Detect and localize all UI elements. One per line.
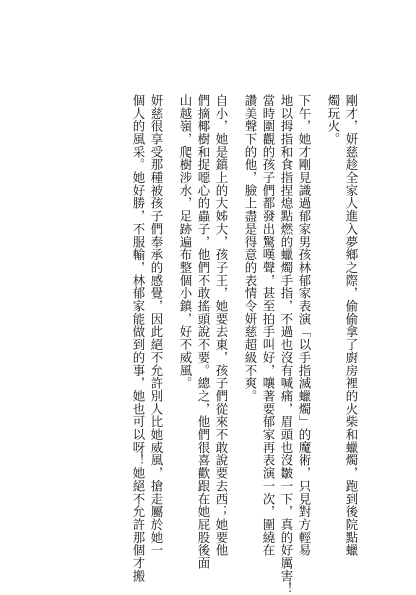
text-column: 下午，她才剛見識過郁家男孩林郁家表演「以手指滅蠟燭」的魔術，只見對方輕易 — [297, 94, 312, 557]
text-column: 們摘椰樹和捉噁心的蟲子，他們不敢搖頭說不要。總之，他們很喜歡跟在她屁股後面 — [196, 94, 211, 570]
text-column: 自小，她是鎮上的大姊大，孩子王，她要去東，孩子們從來不敢說要去西；她要他 — [214, 94, 229, 557]
paragraph-gap — [233, 94, 239, 440]
vertical-text-block — [131, 94, 359, 595]
text-column: 讚美聲下的他，臉上盡是得意的表情令妍慈超級不爽。 — [243, 94, 258, 403]
text-column: 當時圍觀的孩子們都發出驚嘆聲，甚至拍手叫好，嚷著要郁家再表演一次，圍繞在 — [261, 94, 276, 557]
text-column: 山越嶺，爬樹涉水，足跡遍布整個小鎮，好不威風。 — [178, 94, 193, 390]
text-column: 個人的風采。她好勝，不服輸，林郁家能做到的事，她也可以呀！她絕不允許那個才搬 — [131, 94, 146, 583]
paragraph-gap — [316, 94, 322, 440]
text-column: 燭玩火。 — [326, 94, 341, 146]
text-column: 妍慈很享受那種被孩子們奉承的感覺，因此絕不允許別人比她威風，搶走屬於她一 — [149, 94, 164, 557]
paragraph-gap — [168, 94, 174, 440]
text-column: 剛才，妍慈趁全家人進入夢鄉之際，偷偷拿了廚房裡的火柴和蠟燭，跑到後院點蠟 — [344, 94, 359, 557]
text-column: 地以拇指和食指捏熄點燃的蠟燭手指，不過也沒有喊痛，眉頭也沒皺一下，真的好厲害！ — [279, 94, 294, 595]
